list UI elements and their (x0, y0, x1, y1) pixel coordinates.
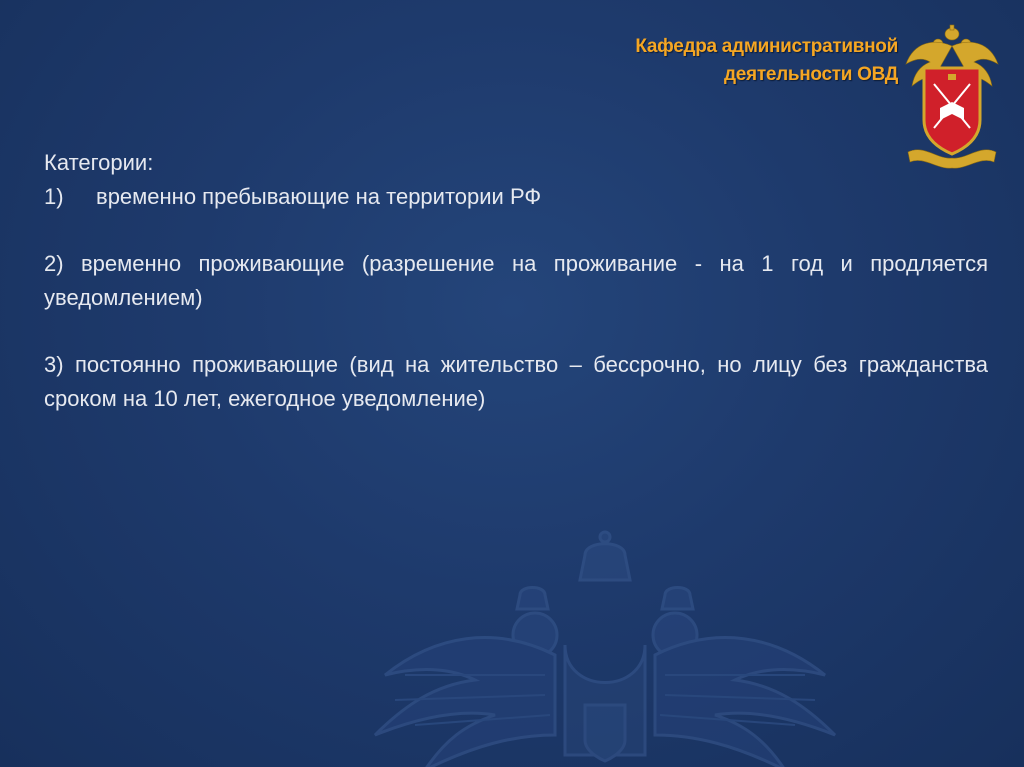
list-item-1-number: 1) (44, 184, 64, 209)
department-title-line1: Кафедра административной (635, 36, 898, 57)
list-item-1 (44, 180, 988, 214)
department-title-line2: деятельности ОВД (724, 64, 898, 85)
categories-heading: Категории: (44, 150, 154, 175)
eagle-watermark-icon (345, 525, 865, 767)
list-item-3: 3) постоянно проживающие (вид на жительство – бессрочно, но лицу без гражданства сроком на 10 лет, ежегодное уведомление) (44, 352, 988, 411)
list-item-2: 2) временно проживающие (разрешение на проживание - на 1 год и продляется уведомлением) (44, 251, 988, 310)
department-title (578, 33, 898, 89)
list-item-1-text: временно пребывающие на территории РФ (96, 184, 542, 209)
content-body (44, 146, 988, 416)
